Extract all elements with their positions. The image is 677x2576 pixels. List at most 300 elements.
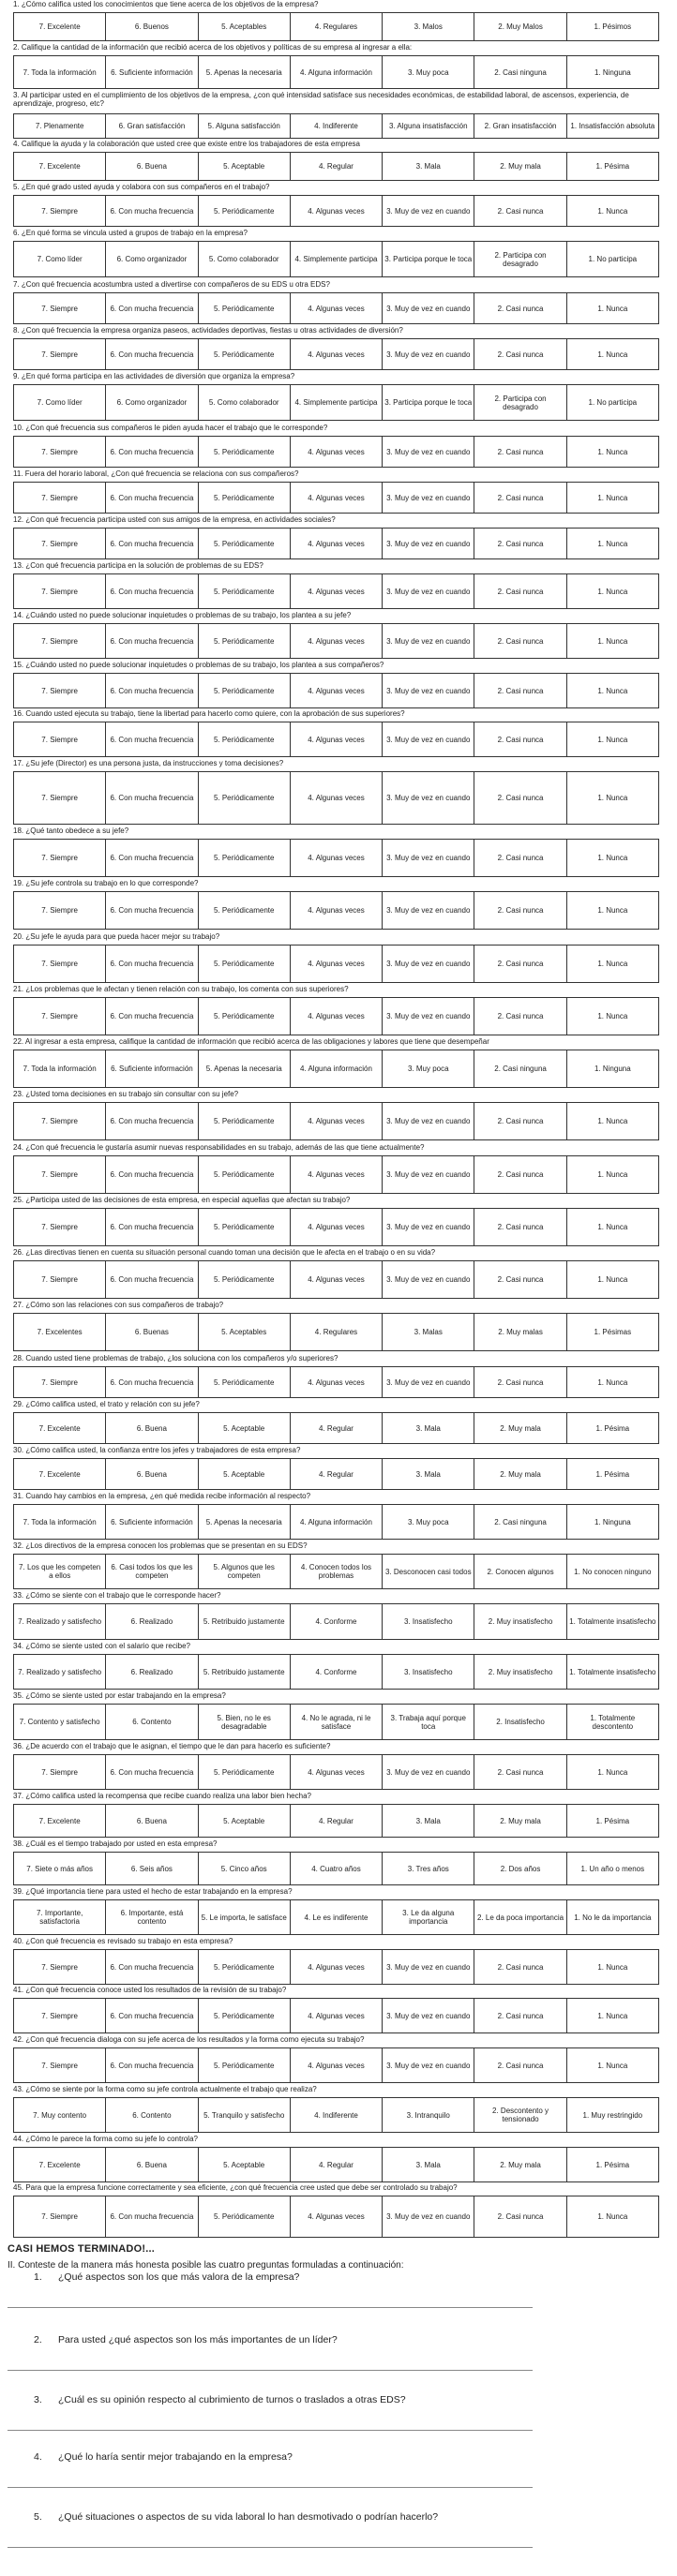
answer-option[interactable]: 1. Totalmente descontento xyxy=(566,1704,659,1740)
answer-option[interactable]: 4. No le agrada, ni le satisface xyxy=(290,1704,383,1740)
answer-option[interactable]: 7. Plenamente xyxy=(13,113,106,139)
answer-option[interactable]: 2. Casi nunca xyxy=(474,195,566,227)
answer-option[interactable]: 2. Casi nunca xyxy=(474,997,566,1035)
answer-option[interactable]: 1. Nunca xyxy=(566,891,659,930)
answer-option[interactable]: 3. Muy de vez en cuando xyxy=(382,292,474,324)
answer-option[interactable]: 7. Realizado y satisfecho xyxy=(13,1654,106,1690)
answer-option[interactable]: 1. Nunca xyxy=(566,482,659,514)
answer-option[interactable]: 4. Algunas veces xyxy=(290,722,383,757)
answer-option[interactable]: 3. Muy de vez en cuando xyxy=(382,891,474,930)
answer-option[interactable]: 2. Descontento y tensionado xyxy=(474,2097,566,2133)
answer-option[interactable]: 6. Contento xyxy=(105,1704,198,1740)
answer-option[interactable]: 1. Nunca xyxy=(566,1949,659,1985)
answer-option[interactable]: 5. Apenas la necesaria xyxy=(198,1050,291,1088)
answer-option[interactable]: 6. Con mucha frecuencia xyxy=(105,1949,198,1985)
answer-option[interactable]: 1. Nunca xyxy=(566,945,659,983)
answer-option[interactable]: 7. Importante, satisfactoria xyxy=(13,1899,106,1935)
answer-option[interactable]: 2. Muy malas xyxy=(474,1313,566,1351)
answer-option[interactable]: 2. Casi ninguna xyxy=(474,55,566,89)
answer-option[interactable]: 2. Casi nunca xyxy=(474,436,566,468)
answer-option[interactable]: 3. Malos xyxy=(382,12,474,41)
answer-line[interactable] xyxy=(8,2430,533,2431)
answer-option[interactable]: 5. Periódicamente xyxy=(198,2047,291,2083)
answer-option[interactable]: 6. Buena xyxy=(105,2147,198,2182)
answer-option[interactable]: 3. Muy de vez en cuando xyxy=(382,1949,474,1985)
answer-option[interactable]: 7. Siempre xyxy=(13,1208,106,1246)
answer-option[interactable]: 1. Nunca xyxy=(566,1754,659,1790)
answer-option[interactable]: 6. Con mucha frecuencia xyxy=(105,2047,198,2083)
answer-option[interactable]: 7. Excelente xyxy=(13,1412,106,1444)
answer-option[interactable]: 5. Aceptables xyxy=(198,1313,291,1351)
answer-option[interactable]: 3. Le da alguna importancia xyxy=(382,1899,474,1935)
answer-option[interactable]: 4. Algunas veces xyxy=(290,1102,383,1140)
answer-option[interactable]: 6. Con mucha frecuencia xyxy=(105,292,198,324)
answer-option[interactable]: 1. Nunca xyxy=(566,997,659,1035)
answer-option[interactable]: 6. Con mucha frecuencia xyxy=(105,195,198,227)
answer-option[interactable]: 5. Aceptable xyxy=(198,1804,291,1838)
answer-option[interactable]: 5. Periódicamente xyxy=(198,722,291,757)
answer-option[interactable]: 5. Alguna satisfacción xyxy=(198,113,291,139)
answer-option[interactable]: 6. Como organizador xyxy=(105,241,198,277)
answer-option[interactable]: 7. Siempre xyxy=(13,673,106,708)
answer-option[interactable]: 1. Nunca xyxy=(566,1102,659,1140)
answer-option[interactable]: 1. Ninguna xyxy=(566,1050,659,1088)
answer-option[interactable]: 1. Nunca xyxy=(566,292,659,324)
answer-option[interactable]: 3. Alguna insatisfacción xyxy=(382,113,474,139)
answer-option[interactable]: 2. Casi nunca xyxy=(474,573,566,609)
answer-option[interactable]: 4. Cuatro años xyxy=(290,1852,383,1885)
answer-option[interactable]: 7. Siempre xyxy=(13,528,106,559)
answer-option[interactable]: 6. Con mucha frecuencia xyxy=(105,1366,198,1398)
answer-option[interactable]: 6. Buena xyxy=(105,152,198,181)
answer-option[interactable]: 3. Muy de vez en cuando xyxy=(382,1208,474,1246)
answer-option[interactable]: 1. No le da importancia xyxy=(566,1899,659,1935)
answer-option[interactable]: 4. Alguna información xyxy=(290,55,383,89)
answer-option[interactable]: 4. Indiferente xyxy=(290,113,383,139)
answer-option[interactable]: 3. Mala xyxy=(382,1458,474,1490)
answer-option[interactable]: 4. Algunas veces xyxy=(290,2196,383,2238)
answer-option[interactable]: 7. Realizado y satisfecho xyxy=(13,1603,106,1640)
answer-option[interactable]: 5. Tranquilo y satisfecho xyxy=(198,2097,291,2133)
answer-option[interactable]: 3. Muy poca xyxy=(382,1050,474,1088)
answer-option[interactable]: 3. Muy de vez en cuando xyxy=(382,2196,474,2238)
answer-option[interactable]: 5. Periódicamente xyxy=(198,338,291,370)
answer-option[interactable]: 6. Como organizador xyxy=(105,384,198,421)
answer-option[interactable]: 2. Le da poca importancia xyxy=(474,1899,566,1935)
answer-option[interactable]: 6. Con mucha frecuencia xyxy=(105,623,198,659)
answer-option[interactable]: 6. Gran satisfacción xyxy=(105,113,198,139)
answer-option[interactable]: 2. Casi nunca xyxy=(474,2196,566,2238)
answer-option[interactable]: 4. Algunas veces xyxy=(290,771,383,825)
answer-option[interactable]: 4. Algunas veces xyxy=(290,997,383,1035)
answer-option[interactable]: 2. Casi nunca xyxy=(474,1102,566,1140)
answer-option[interactable]: 1. Totalmente insatisfecho xyxy=(566,1654,659,1690)
answer-option[interactable]: 2. Casi nunca xyxy=(474,891,566,930)
answer-option[interactable]: 4. Algunas veces xyxy=(290,1949,383,1985)
answer-option[interactable]: 7. Siempre xyxy=(13,722,106,757)
answer-option[interactable]: 7. Siempre xyxy=(13,573,106,609)
answer-option[interactable]: 6. Suficiente información xyxy=(105,1504,198,1540)
answer-option[interactable]: 3. Muy de vez en cuando xyxy=(382,1260,474,1299)
answer-option[interactable]: 5. Periódicamente xyxy=(198,2196,291,2238)
answer-option[interactable]: 6. Con mucha frecuencia xyxy=(105,945,198,983)
answer-option[interactable]: 4. Algunas veces xyxy=(290,1260,383,1299)
answer-option[interactable]: 6. Con mucha frecuencia xyxy=(105,573,198,609)
answer-option[interactable]: 4. Alguna información xyxy=(290,1050,383,1088)
answer-option[interactable]: 3. Participa porque le toca xyxy=(382,384,474,421)
answer-option[interactable]: 1. Ninguna xyxy=(566,1504,659,1540)
answer-option[interactable]: 6. Buena xyxy=(105,1458,198,1490)
answer-option[interactable]: 1. Nunca xyxy=(566,338,659,370)
answer-option[interactable]: 4. Regulares xyxy=(290,12,383,41)
answer-option[interactable]: 4. Regular xyxy=(290,1458,383,1490)
answer-option[interactable]: 3. Muy de vez en cuando xyxy=(382,1998,474,2033)
answer-option[interactable]: 3. Muy de vez en cuando xyxy=(382,338,474,370)
answer-option[interactable]: 5. Retribuido justamente xyxy=(198,1654,291,1690)
answer-option[interactable]: 1. Nunca xyxy=(566,1998,659,2033)
answer-option[interactable]: 1. Nunca xyxy=(566,771,659,825)
answer-option[interactable]: 1. Nunca xyxy=(566,839,659,877)
answer-option[interactable]: 4. Simplemente participa xyxy=(290,241,383,277)
answer-option[interactable]: 7. Siempre xyxy=(13,771,106,825)
answer-option[interactable]: 2. Casi nunca xyxy=(474,1998,566,2033)
answer-option[interactable]: 7. Siempre xyxy=(13,623,106,659)
answer-option[interactable]: 6. Con mucha frecuencia xyxy=(105,1754,198,1790)
answer-option[interactable]: 5. Periódicamente xyxy=(198,1155,291,1194)
answer-option[interactable]: 2. Casi nunca xyxy=(474,338,566,370)
answer-option[interactable]: 2. Muy Malos xyxy=(474,12,566,41)
answer-option[interactable]: 5. Periódicamente xyxy=(198,771,291,825)
answer-option[interactable]: 2. Casi nunca xyxy=(474,945,566,983)
answer-option[interactable]: 7. Excelentes xyxy=(13,1313,106,1351)
answer-option[interactable]: 4. Algunas veces xyxy=(290,436,383,468)
answer-option[interactable]: 3. Muy de vez en cuando xyxy=(382,482,474,514)
answer-option[interactable]: 2. Casi nunca xyxy=(474,722,566,757)
answer-option[interactable]: 4. Algunas veces xyxy=(290,1155,383,1194)
answer-option[interactable]: 5. Como colaborador xyxy=(198,241,291,277)
answer-option[interactable]: 5. Le importa, le satisface xyxy=(198,1899,291,1935)
answer-option[interactable]: 2. Participa con desagrado xyxy=(474,241,566,277)
answer-option[interactable]: 7. Siempre xyxy=(13,997,106,1035)
answer-option[interactable]: 3. Tres años xyxy=(382,1852,474,1885)
answer-option[interactable]: 5. Periódicamente xyxy=(198,482,291,514)
answer-option[interactable]: 7. Siempre xyxy=(13,436,106,468)
answer-option[interactable]: 5. Periódicamente xyxy=(198,292,291,324)
answer-option[interactable]: 2. Casi nunca xyxy=(474,1260,566,1299)
answer-option[interactable]: 3. Muy de vez en cuando xyxy=(382,839,474,877)
answer-option[interactable]: 5. Apenas la necesaria xyxy=(198,55,291,89)
answer-option[interactable]: 3. Muy de vez en cuando xyxy=(382,673,474,708)
answer-option[interactable]: 6. Con mucha frecuencia xyxy=(105,528,198,559)
answer-option[interactable]: 5. Periódicamente xyxy=(198,1754,291,1790)
answer-option[interactable]: 6. Con mucha frecuencia xyxy=(105,2196,198,2238)
answer-option[interactable]: 5. Como colaborador xyxy=(198,384,291,421)
answer-option[interactable]: 4. Algunas veces xyxy=(290,573,383,609)
answer-option[interactable]: 6. Con mucha frecuencia xyxy=(105,338,198,370)
answer-option[interactable]: 5. Algunos que les competen xyxy=(198,1554,291,1589)
answer-option[interactable]: 6. Buenas xyxy=(105,1313,198,1351)
answer-option[interactable]: 1. Nunca xyxy=(566,573,659,609)
answer-option[interactable]: 6. Con mucha frecuencia xyxy=(105,436,198,468)
answer-option[interactable]: 5. Periódicamente xyxy=(198,1102,291,1140)
answer-option[interactable]: 4. Le es indiferente xyxy=(290,1899,383,1935)
answer-option[interactable]: 3. Mala xyxy=(382,1804,474,1838)
answer-option[interactable]: 7. Excelente xyxy=(13,12,106,41)
answer-option[interactable]: 7. Siempre xyxy=(13,195,106,227)
answer-option[interactable]: 1. Pésima xyxy=(566,1804,659,1838)
answer-line[interactable] xyxy=(8,2307,533,2308)
answer-option[interactable]: 1. Nunca xyxy=(566,528,659,559)
answer-option[interactable]: 5. Periódicamente xyxy=(198,528,291,559)
answer-line[interactable] xyxy=(8,2370,533,2371)
answer-option[interactable]: 7. Siete o más años xyxy=(13,1852,106,1885)
answer-option[interactable]: 6. Con mucha frecuencia xyxy=(105,1998,198,2033)
answer-option[interactable]: 1. Nunca xyxy=(566,2047,659,2083)
answer-option[interactable]: 5. Aceptables xyxy=(198,12,291,41)
answer-option[interactable]: 4. Indiferente xyxy=(290,2097,383,2133)
answer-option[interactable]: 1. Nunca xyxy=(566,722,659,757)
answer-option[interactable]: 7. Siempre xyxy=(13,1155,106,1194)
answer-option[interactable]: 2. Casi nunca xyxy=(474,1208,566,1246)
answer-option[interactable]: 7. Los que les competen a ellos xyxy=(13,1554,106,1589)
answer-option[interactable]: 1. Pésimos xyxy=(566,12,659,41)
answer-option[interactable]: 4. Conocen todos los problemas xyxy=(290,1554,383,1589)
answer-option[interactable]: 3. Intranquilo xyxy=(382,2097,474,2133)
answer-option[interactable]: 3. Muy de vez en cuando xyxy=(382,436,474,468)
answer-option[interactable]: 7. Excelente xyxy=(13,1458,106,1490)
answer-option[interactable]: 4. Algunas veces xyxy=(290,292,383,324)
answer-option[interactable]: 4. Algunas veces xyxy=(290,623,383,659)
answer-option[interactable]: 4. Regulares xyxy=(290,1313,383,1351)
answer-option[interactable]: 1. Totalmente insatisfecho xyxy=(566,1603,659,1640)
answer-option[interactable]: 4. Algunas veces xyxy=(290,1208,383,1246)
answer-option[interactable]: 6. Buena xyxy=(105,1804,198,1838)
answer-option[interactable]: 4. Simplemente participa xyxy=(290,384,383,421)
answer-option[interactable]: 2. Casi nunca xyxy=(474,1754,566,1790)
answer-option[interactable]: 5. Periódicamente xyxy=(198,1366,291,1398)
answer-option[interactable]: 5. Bien, no le es desagradable xyxy=(198,1704,291,1740)
answer-option[interactable]: 5. Periódicamente xyxy=(198,195,291,227)
answer-option[interactable]: 3. Muy de vez en cuando xyxy=(382,528,474,559)
answer-option[interactable]: 3. Mala xyxy=(382,2147,474,2182)
answer-option[interactable]: 7. Siempre xyxy=(13,1102,106,1140)
answer-option[interactable]: 2. Muy mala xyxy=(474,1458,566,1490)
answer-option[interactable]: 6. Buena xyxy=(105,1412,198,1444)
answer-option[interactable]: 1. Pésima xyxy=(566,2147,659,2182)
answer-option[interactable]: 7. Siempre xyxy=(13,1260,106,1299)
answer-line[interactable] xyxy=(8,2547,533,2548)
answer-option[interactable]: 4. Algunas veces xyxy=(290,1998,383,2033)
answer-option[interactable]: 6. Casi todos los que les competen xyxy=(105,1554,198,1589)
answer-option[interactable]: 5. Periódicamente xyxy=(198,891,291,930)
answer-option[interactable]: 3. Muy de vez en cuando xyxy=(382,2047,474,2083)
answer-option[interactable]: 6. Con mucha frecuencia xyxy=(105,722,198,757)
answer-option[interactable]: 6. Realizado xyxy=(105,1654,198,1690)
answer-option[interactable]: 7. Siempre xyxy=(13,2196,106,2238)
answer-option[interactable]: 7. Siempre xyxy=(13,1754,106,1790)
answer-option[interactable]: 1. Pésimas xyxy=(566,1313,659,1351)
answer-option[interactable]: 7. Siempre xyxy=(13,945,106,983)
answer-option[interactable]: 3. Mala xyxy=(382,152,474,181)
answer-option[interactable]: 3. Muy poca xyxy=(382,1504,474,1540)
answer-option[interactable]: 3. Muy de vez en cuando xyxy=(382,1366,474,1398)
answer-option[interactable]: 5. Periódicamente xyxy=(198,945,291,983)
answer-option[interactable]: 1. Pésima xyxy=(566,152,659,181)
answer-option[interactable]: 3. Insatisfecho xyxy=(382,1654,474,1690)
answer-option[interactable]: 6. Suficiente información xyxy=(105,55,198,89)
answer-option[interactable]: 4. Algunas veces xyxy=(290,1754,383,1790)
answer-option[interactable]: 7. Como líder xyxy=(13,384,106,421)
answer-option[interactable]: 1. Nunca xyxy=(566,623,659,659)
answer-option[interactable]: 3. Muy de vez en cuando xyxy=(382,722,474,757)
answer-option[interactable]: 4. Algunas veces xyxy=(290,839,383,877)
answer-option[interactable]: 4. Regular xyxy=(290,1804,383,1838)
answer-option[interactable]: 2. Dos años xyxy=(474,1852,566,1885)
answer-option[interactable]: 1. Muy restringido xyxy=(566,2097,659,2133)
answer-option[interactable]: 6. Con mucha frecuencia xyxy=(105,1102,198,1140)
answer-option[interactable]: 3. Muy de vez en cuando xyxy=(382,1102,474,1140)
answer-option[interactable]: 4. Regular xyxy=(290,152,383,181)
answer-option[interactable]: 7. Excelente xyxy=(13,1804,106,1838)
answer-option[interactable]: 3. Muy de vez en cuando xyxy=(382,573,474,609)
answer-option[interactable]: 1. Insatisfacción absoluta xyxy=(566,113,659,139)
answer-option[interactable]: 2. Casi nunca xyxy=(474,673,566,708)
answer-option[interactable]: 5. Periódicamente xyxy=(198,839,291,877)
answer-option[interactable]: 2. Insatisfecho xyxy=(474,1704,566,1740)
answer-option[interactable]: 4. Regular xyxy=(290,2147,383,2182)
answer-option[interactable]: 7. Siempre xyxy=(13,1949,106,1985)
answer-option[interactable]: 6. Contento xyxy=(105,2097,198,2133)
answer-option[interactable]: 4. Algunas veces xyxy=(290,482,383,514)
answer-option[interactable]: 3. Participa porque le toca xyxy=(382,241,474,277)
answer-option[interactable]: 5. Retribuido justamente xyxy=(198,1603,291,1640)
answer-option[interactable]: 2. Casi nunca xyxy=(474,623,566,659)
answer-option[interactable]: 4. Algunas veces xyxy=(290,195,383,227)
answer-option[interactable]: 1. No conocen ninguno xyxy=(566,1554,659,1589)
answer-option[interactable]: 3. Muy de vez en cuando xyxy=(382,195,474,227)
answer-option[interactable]: 6. Con mucha frecuencia xyxy=(105,482,198,514)
answer-option[interactable]: 1. Pésima xyxy=(566,1412,659,1444)
answer-option[interactable]: 1. Un año o menos xyxy=(566,1852,659,1885)
answer-option[interactable]: 3. Muy de vez en cuando xyxy=(382,771,474,825)
answer-option[interactable]: 2. Casi nunca xyxy=(474,2047,566,2083)
answer-option[interactable]: 6. Con mucha frecuencia xyxy=(105,1260,198,1299)
answer-option[interactable]: 7. Siempre xyxy=(13,891,106,930)
answer-option[interactable]: 3. Insatisfecho xyxy=(382,1603,474,1640)
answer-option[interactable]: 7. Excelente xyxy=(13,152,106,181)
answer-option[interactable]: 2. Casi ninguna xyxy=(474,1504,566,1540)
answer-option[interactable]: 6. Seis años xyxy=(105,1852,198,1885)
answer-option[interactable]: 2. Muy mala xyxy=(474,1412,566,1444)
answer-option[interactable]: 4. Regular xyxy=(290,1412,383,1444)
answer-option[interactable]: 1. No participa xyxy=(566,384,659,421)
answer-option[interactable]: 2. Muy mala xyxy=(474,1804,566,1838)
answer-option[interactable]: 3. Muy de vez en cuando xyxy=(382,1754,474,1790)
answer-option[interactable]: 2. Casi nunca xyxy=(474,1155,566,1194)
answer-option[interactable]: 1. Ninguna xyxy=(566,55,659,89)
answer-option[interactable]: 6. Con mucha frecuencia xyxy=(105,673,198,708)
answer-option[interactable]: 2. Casi nunca xyxy=(474,292,566,324)
answer-option[interactable]: 5. Aceptable xyxy=(198,1412,291,1444)
answer-option[interactable]: 2. Casi nunca xyxy=(474,771,566,825)
answer-option[interactable]: 5. Periódicamente xyxy=(198,1260,291,1299)
answer-option[interactable]: 6. Realizado xyxy=(105,1603,198,1640)
answer-option[interactable]: 7. Siempre xyxy=(13,839,106,877)
answer-option[interactable]: 2. Muy insatisfecho xyxy=(474,1603,566,1640)
answer-option[interactable]: 5. Periódicamente xyxy=(198,1208,291,1246)
answer-option[interactable]: 4. Algunas veces xyxy=(290,945,383,983)
answer-option[interactable]: 7. Siempre xyxy=(13,292,106,324)
answer-option[interactable]: 1. No participa xyxy=(566,241,659,277)
answer-option[interactable]: 7. Siempre xyxy=(13,338,106,370)
answer-option[interactable]: 6. Importante, está contento xyxy=(105,1899,198,1935)
answer-option[interactable]: 6. Suficiente información xyxy=(105,1050,198,1088)
answer-option[interactable]: 4. Algunas veces xyxy=(290,528,383,559)
answer-option[interactable]: 3. Malas xyxy=(382,1313,474,1351)
answer-option[interactable]: 3. Muy de vez en cuando xyxy=(382,623,474,659)
answer-option[interactable]: 3. Muy de vez en cuando xyxy=(382,997,474,1035)
answer-option[interactable]: 7. Como líder xyxy=(13,241,106,277)
answer-option[interactable]: 3. Trabaja aquí porque toca xyxy=(382,1704,474,1740)
answer-option[interactable]: 5. Periódicamente xyxy=(198,673,291,708)
answer-option[interactable]: 5. Aceptable xyxy=(198,1458,291,1490)
answer-option[interactable]: 7. Toda la información xyxy=(13,1050,106,1088)
answer-option[interactable]: 2. Casi nunca xyxy=(474,1949,566,1985)
answer-option[interactable]: 1. Nunca xyxy=(566,1155,659,1194)
answer-option[interactable]: 1. Nunca xyxy=(566,673,659,708)
answer-option[interactable]: 6. Con mucha frecuencia xyxy=(105,997,198,1035)
answer-option[interactable]: 6. Con mucha frecuencia xyxy=(105,891,198,930)
answer-option[interactable]: 2. Casi nunca xyxy=(474,482,566,514)
answer-option[interactable]: 4. Algunas veces xyxy=(290,891,383,930)
answer-option[interactable]: 2. Casi nunca xyxy=(474,528,566,559)
answer-option[interactable]: 1. Nunca xyxy=(566,2196,659,2238)
answer-option[interactable]: 5. Periódicamente xyxy=(198,573,291,609)
answer-option[interactable]: 2. Casi nunca xyxy=(474,839,566,877)
answer-option[interactable]: 6. Con mucha frecuencia xyxy=(105,1155,198,1194)
answer-option[interactable]: 6. Con mucha frecuencia xyxy=(105,1208,198,1246)
answer-option[interactable]: 2. Gran insatisfacción xyxy=(474,113,566,139)
answer-option[interactable]: 2. Conocen algunos xyxy=(474,1554,566,1589)
answer-option[interactable]: 2. Participa con desagrado xyxy=(474,384,566,421)
answer-option[interactable]: 2. Muy mala xyxy=(474,152,566,181)
answer-option[interactable]: 7. Siempre xyxy=(13,1366,106,1398)
answer-option[interactable]: 1. Nunca xyxy=(566,1260,659,1299)
answer-option[interactable]: 4. Conforme xyxy=(290,1654,383,1690)
answer-option[interactable]: 6. Buenos xyxy=(105,12,198,41)
answer-option[interactable]: 5. Cinco años xyxy=(198,1852,291,1885)
answer-option[interactable]: 7. Excelente xyxy=(13,2147,106,2182)
answer-option[interactable]: 5. Aceptable xyxy=(198,152,291,181)
answer-line[interactable] xyxy=(8,2487,533,2488)
answer-option[interactable]: 7. Siempre xyxy=(13,1998,106,2033)
answer-option[interactable]: 2. Casi nunca xyxy=(474,1366,566,1398)
answer-option[interactable]: 1. Nunca xyxy=(566,195,659,227)
answer-option[interactable]: 3. Mala xyxy=(382,1412,474,1444)
answer-option[interactable]: 7. Muy contento xyxy=(13,2097,106,2133)
answer-option[interactable]: 5. Periódicamente xyxy=(198,623,291,659)
answer-option[interactable]: 4. Conforme xyxy=(290,1603,383,1640)
answer-option[interactable]: 7. Toda la información xyxy=(13,1504,106,1540)
answer-option[interactable]: 4. Algunas veces xyxy=(290,673,383,708)
answer-option[interactable]: 5. Periódicamente xyxy=(198,1949,291,1985)
answer-option[interactable]: 1. Pésima xyxy=(566,1458,659,1490)
answer-option[interactable]: 3. Muy de vez en cuando xyxy=(382,1155,474,1194)
answer-option[interactable]: 5. Periódicamente xyxy=(198,997,291,1035)
answer-option[interactable]: 4. Algunas veces xyxy=(290,1366,383,1398)
answer-option[interactable]: 3. Muy poca xyxy=(382,55,474,89)
answer-option[interactable]: 7. Contento y satisfecho xyxy=(13,1704,106,1740)
